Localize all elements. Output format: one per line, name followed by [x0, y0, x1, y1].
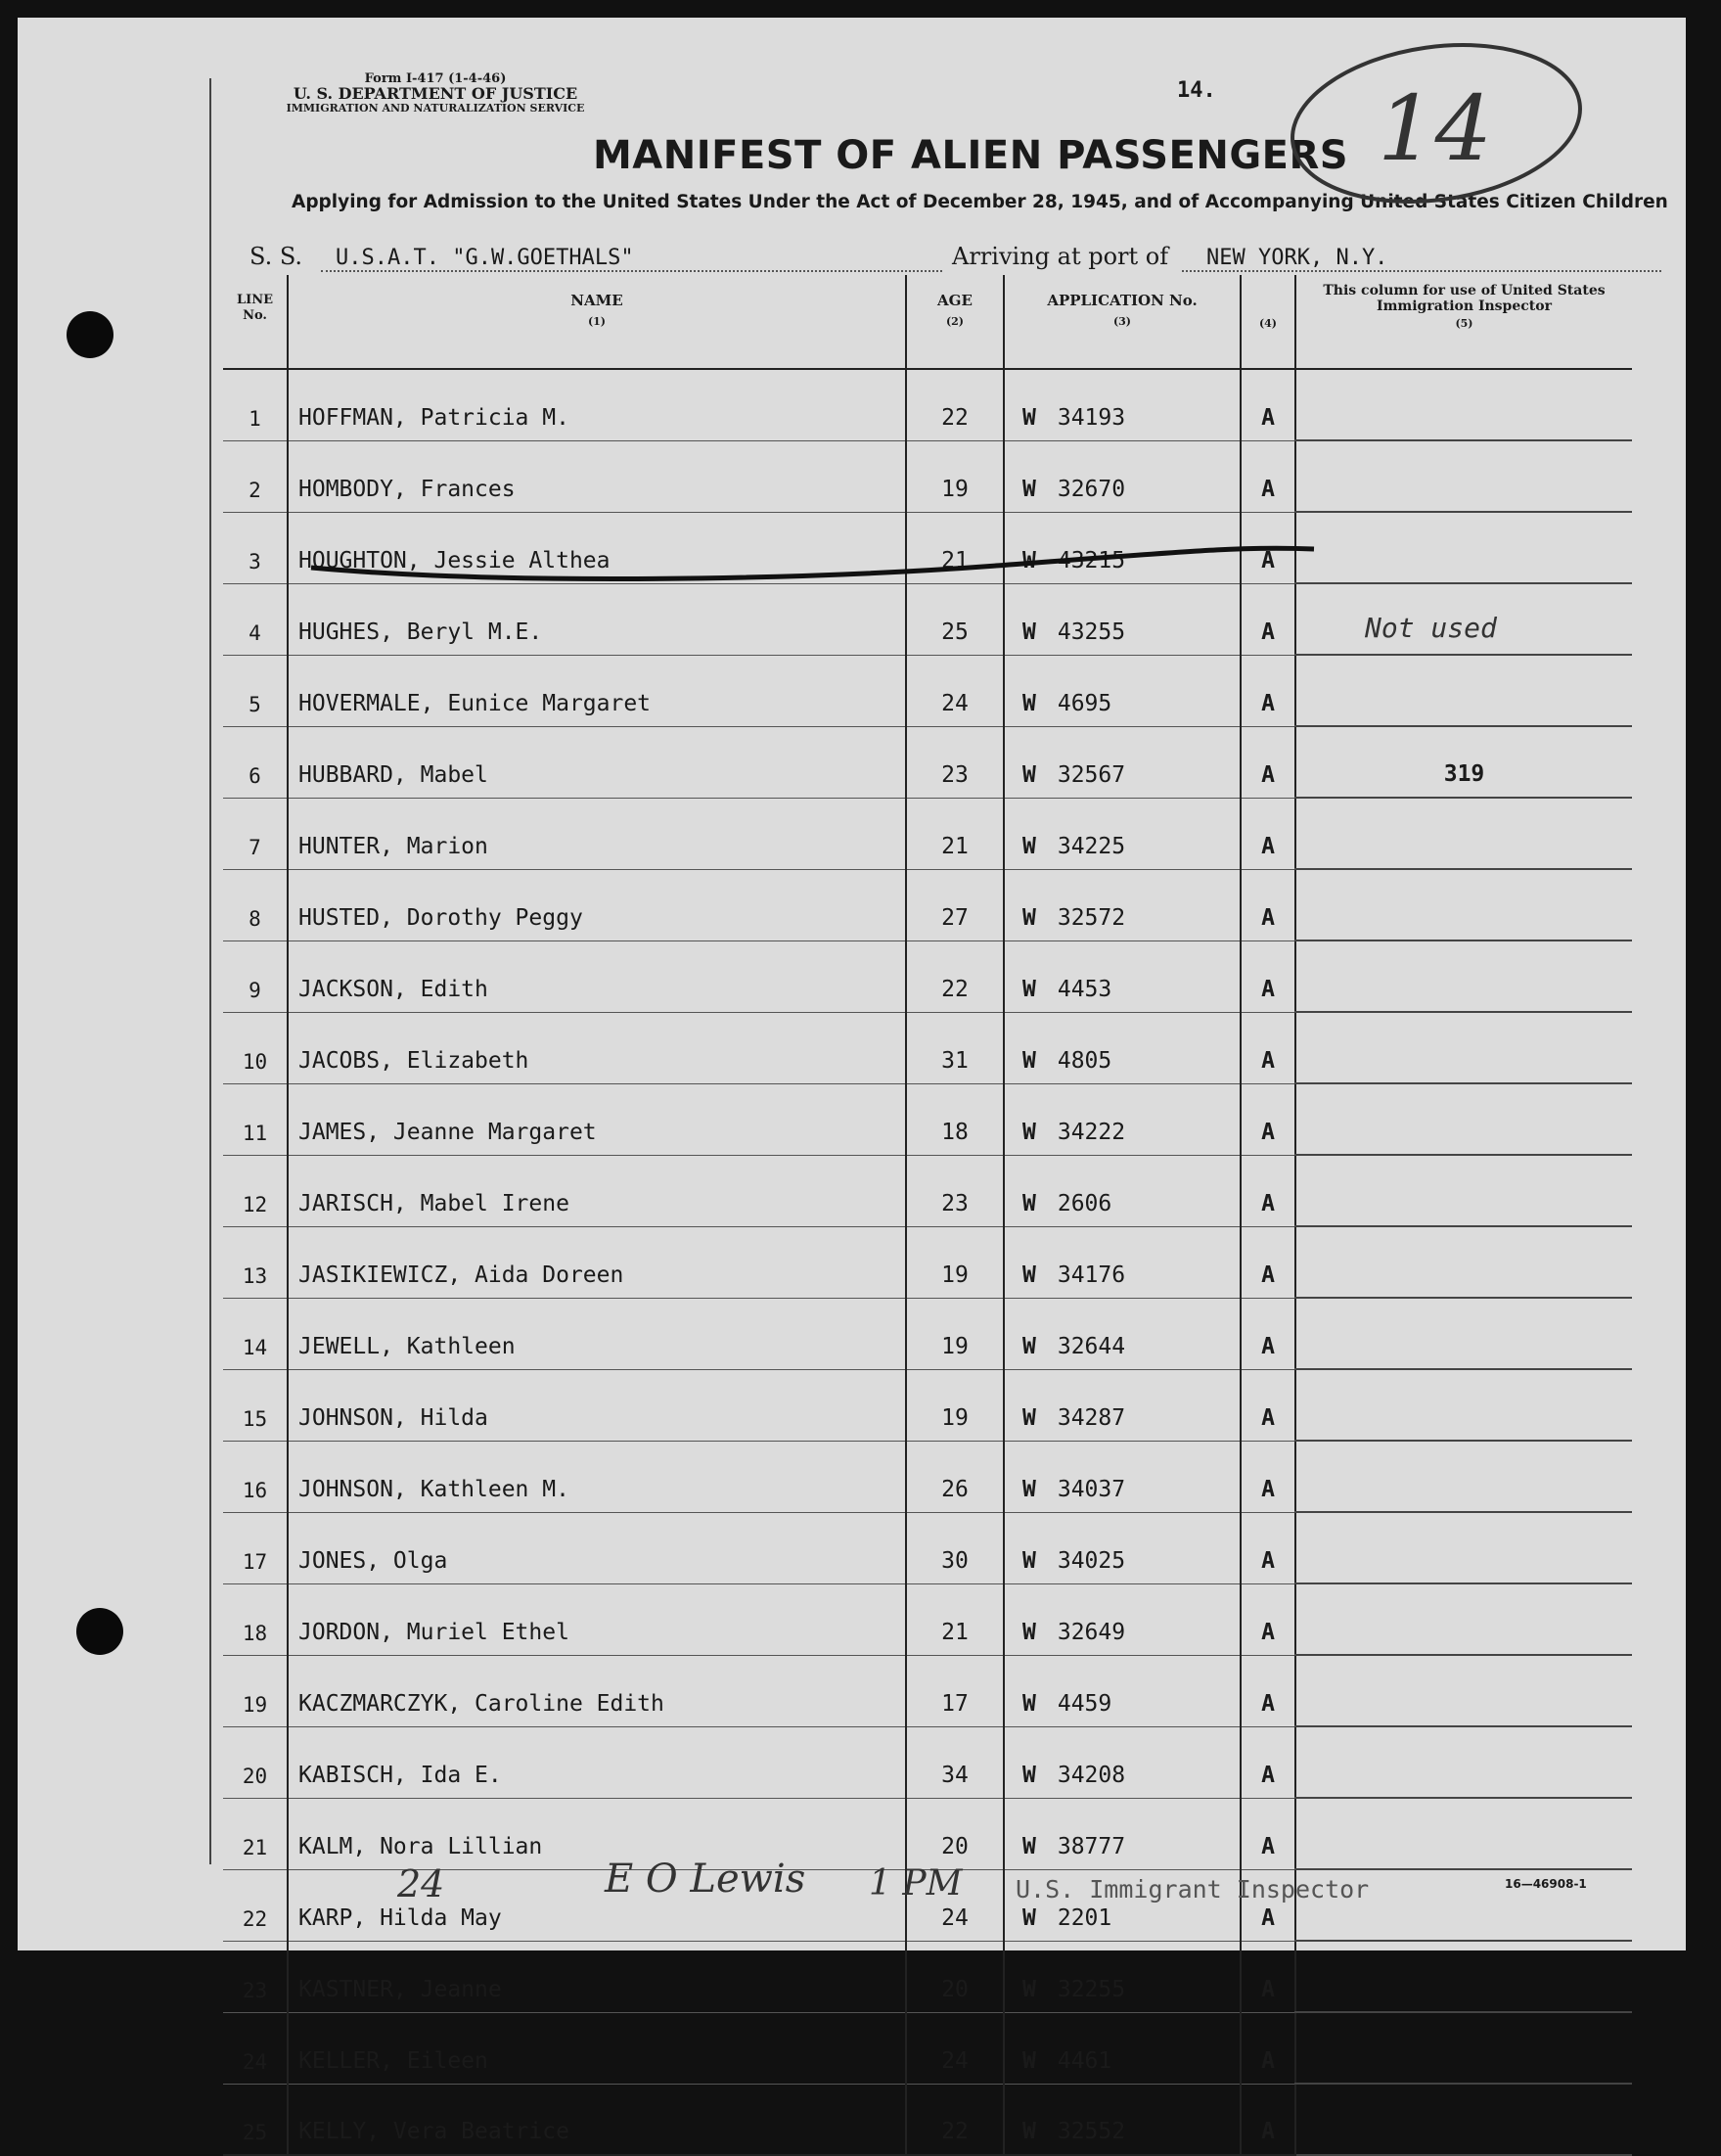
line-number: 4 — [223, 583, 288, 655]
passenger-name-text: HUGHES, Beryl M.E. — [298, 619, 543, 645]
application-prefix: W — [1022, 1619, 1036, 1645]
passenger-age: 30 — [906, 1512, 1004, 1583]
column-4-code: A — [1241, 1726, 1295, 1798]
column-4-code: A — [1241, 940, 1295, 1012]
line-number: 10 — [223, 1012, 288, 1083]
application-prefix: W — [1022, 619, 1036, 645]
handwritten-count: 24 — [397, 1862, 445, 1905]
passenger-age: 25 — [906, 583, 1004, 655]
application-value: 4453 — [1057, 976, 1112, 1002]
passenger-age: 31 — [906, 1012, 1004, 1083]
application-value: 34225 — [1057, 833, 1126, 859]
passenger-name-text: HUSTED, Dorothy Peggy — [298, 904, 583, 931]
application-prefix: W — [1022, 1547, 1036, 1574]
passenger-name-text: HOUGHTON, Jessie Althea — [298, 547, 611, 573]
column-4-code: A — [1241, 1941, 1295, 2012]
passenger-age: 21 — [906, 512, 1004, 583]
inspector-note: Not used — [1295, 583, 1632, 655]
line-number: 5 — [223, 655, 288, 726]
column-4-code: A — [1241, 1869, 1295, 1941]
application-prefix: W — [1022, 1261, 1036, 1288]
col-header-inspector-number: (5) — [1455, 317, 1473, 330]
line-number: 16 — [223, 1441, 288, 1512]
application-prefix: W — [1022, 1690, 1036, 1717]
table-row — [223, 1941, 1632, 2012]
application-prefix: W — [1022, 1762, 1036, 1788]
passenger-name-text: HOMBODY, Frances — [298, 476, 516, 502]
passenger-age: 24 — [906, 655, 1004, 726]
application-number — [1004, 2012, 1241, 2084]
passenger-name-text: KACZMARCZYK, Caroline Edith — [298, 1690, 664, 1717]
column-4-code: A — [1241, 1583, 1295, 1655]
passenger-name-text: JACKSON, Edith — [298, 976, 488, 1002]
passenger-name — [288, 1941, 906, 2012]
application-value: 43215 — [1057, 547, 1126, 573]
column-4-code: A — [1241, 2084, 1295, 2155]
application-prefix: W — [1022, 1476, 1036, 1502]
page-title: MANIFEST OF ALIEN PASSENGERS — [593, 133, 1349, 178]
ship-name: U.S.A.T. "G.W.GOETHALS" — [336, 246, 634, 270]
application-number — [1004, 1941, 1241, 2012]
passenger-name-text: HOFFMAN, Patricia M. — [298, 404, 569, 431]
signature-time: 1 PM — [869, 1863, 963, 1904]
department-name: U. S. DEPARTMENT OF JUSTICE — [293, 84, 578, 103]
passenger-name-text: JASIKIEWICZ, Aida Doreen — [298, 1261, 624, 1288]
passenger-name-text: JEWELL, Kathleen — [298, 1333, 516, 1359]
application-value: 4695 — [1057, 690, 1112, 716]
inspector-note: 319 — [1295, 726, 1632, 798]
handwriting-overlay — [18, 18, 1686, 1950]
passenger-name — [288, 2012, 906, 2084]
application-value: 32644 — [1057, 1333, 1126, 1359]
application-value: 34208 — [1057, 1762, 1126, 1788]
line-number: 19 — [223, 1655, 288, 1726]
col-header-application-number: (3) — [1112, 315, 1132, 328]
application-prefix: W — [1022, 1333, 1036, 1359]
column-4-code: A — [1241, 1012, 1295, 1083]
passenger-name-text: JARISCH, Mabel Irene — [298, 1190, 569, 1216]
page-number: 14. — [1177, 78, 1216, 103]
line-number: 18 — [223, 1583, 288, 1655]
passenger-age: 19 — [906, 1298, 1004, 1369]
col-header-age-number: (2) — [945, 315, 965, 328]
passenger-name-text: KARP, Hilda May — [298, 1904, 502, 1931]
line-number: 12 — [223, 1155, 288, 1226]
application-value: 34222 — [1057, 1119, 1126, 1145]
passenger-age: 34 — [906, 1726, 1004, 1798]
line-number: 11 — [223, 1083, 288, 1155]
inspector-signature: E O Lewis — [605, 1857, 806, 1902]
column-4-code: A — [1241, 1083, 1295, 1155]
application-value: 4805 — [1057, 1047, 1112, 1074]
application-value: 32567 — [1057, 761, 1126, 788]
application-number — [1004, 2084, 1241, 2155]
col-header-line: LINE No. — [223, 275, 288, 369]
application-prefix: W — [1022, 1904, 1036, 1931]
application-value: 34176 — [1057, 1261, 1126, 1288]
form-code: 16—46908-1 — [1505, 1877, 1587, 1891]
column-4-code: A — [1241, 1512, 1295, 1583]
passenger-name-text: JOHNSON, Hilda — [298, 1404, 488, 1431]
line-number: 23 — [223, 1941, 288, 2012]
column-4-code: A — [1241, 869, 1295, 940]
column-4-code: A — [1241, 1655, 1295, 1726]
passenger-name-text: KABISCH, Ida E. — [298, 1762, 502, 1788]
application-value: 43255 — [1057, 619, 1126, 645]
application-value: 32255 — [1057, 1976, 1126, 2002]
passenger-name-text: KELLER, Eileen — [298, 2047, 488, 2074]
passenger-age: 23 — [906, 1155, 1004, 1226]
column-4-code: A — [1241, 1369, 1295, 1441]
passenger-age: 21 — [906, 798, 1004, 869]
line-number: 9 — [223, 940, 288, 1012]
application-value: 34037 — [1057, 1476, 1126, 1502]
col-header-application-label: APPLICATION No. — [1047, 292, 1198, 309]
col-header-name-number: (1) — [587, 315, 607, 328]
column-4-code: A — [1241, 512, 1295, 583]
col-header-name-label: NAME — [570, 292, 623, 309]
application-prefix: W — [1022, 1833, 1036, 1859]
application-value: 4461 — [1057, 2047, 1112, 2074]
passenger-name-text: JACOBS, Elizabeth — [298, 1047, 529, 1074]
application-value: 32572 — [1057, 904, 1126, 931]
column-4-code: A — [1241, 440, 1295, 512]
passenger-age: 20 — [906, 1798, 1004, 1869]
port-label: Arriving at port of — [952, 243, 1169, 270]
passenger-age: 27 — [906, 869, 1004, 940]
passenger-name-text: KASTNER, Jeanne — [298, 1976, 502, 2002]
application-value: 38777 — [1057, 1833, 1126, 1859]
column-4-code: A — [1241, 1155, 1295, 1226]
line-number: 21 — [223, 1798, 288, 1869]
application-prefix: W — [1022, 761, 1036, 788]
manifest-page — [18, 18, 1686, 2144]
line-number: 24 — [223, 2012, 288, 2084]
line-number: 6 — [223, 726, 288, 798]
table-row — [223, 2084, 1632, 2155]
page-subtitle: Applying for Admission to the United States Under the Act of December 28, 1945, and of Accompanying United States Citizen Children — [292, 192, 1668, 212]
application-value: 32649 — [1057, 1619, 1126, 1645]
passenger-name-text: KALM, Nora Lillian — [298, 1833, 543, 1859]
column-4-code: A — [1241, 1798, 1295, 1869]
line-number: 25 — [223, 2084, 288, 2155]
line-number: 3 — [223, 512, 288, 583]
passenger-name-text: JAMES, Jeanne Margaret — [298, 1119, 597, 1145]
passenger-age: 19 — [906, 1369, 1004, 1441]
passenger-age: 20 — [906, 1941, 1004, 2012]
application-prefix: W — [1022, 976, 1036, 1002]
line-number: 15 — [223, 1369, 288, 1441]
service-name: IMMIGRATION AND NATURALIZATION SERVICE — [286, 102, 585, 115]
passenger-name-text: JOHNSON, Kathleen M. — [298, 1476, 569, 1502]
line-number: 1 — [223, 369, 288, 440]
passenger-age: 19 — [906, 440, 1004, 512]
application-prefix: W — [1022, 1047, 1036, 1074]
form-number: Form I-417 (1-4-46) — [364, 71, 507, 86]
application-prefix: W — [1022, 1976, 1036, 2002]
application-prefix: W — [1022, 690, 1036, 716]
passenger-name — [288, 2084, 906, 2155]
passenger-name-text: HOVERMALE, Eunice Margaret — [298, 690, 652, 716]
ship-prefix: S. S. — [249, 243, 303, 270]
column-4-code: A — [1241, 2012, 1295, 2084]
passenger-name-text: JONES, Olga — [298, 1547, 448, 1574]
line-number: 14 — [223, 1298, 288, 1369]
col-header-age-label: AGE — [937, 292, 973, 309]
inspector-note — [1295, 1941, 1632, 2012]
passenger-name-text: KELLY, Vera Beatrice — [298, 2119, 569, 2144]
table-row — [223, 2012, 1632, 2084]
application-prefix: W — [1022, 547, 1036, 573]
line-number: 2 — [223, 440, 288, 512]
passenger-age: 22 — [906, 2084, 1004, 2155]
column-4-code: A — [1241, 369, 1295, 440]
passenger-age: 22 — [906, 940, 1004, 1012]
passenger-age: 26 — [906, 1441, 1004, 1512]
application-value: 4459 — [1057, 1690, 1112, 1717]
line-number: 17 — [223, 1512, 288, 1583]
circled-page-number: 14 — [1378, 76, 1493, 181]
application-prefix: W — [1022, 2047, 1036, 2074]
column-4-code: A — [1241, 1226, 1295, 1298]
application-prefix: W — [1022, 904, 1036, 931]
application-prefix: W — [1022, 833, 1036, 859]
column-4-code: A — [1241, 655, 1295, 726]
line-number: 13 — [223, 1226, 288, 1298]
passenger-age: 19 — [906, 1226, 1004, 1298]
passenger-age: 22 — [906, 369, 1004, 440]
column-4-code: A — [1241, 1441, 1295, 1512]
application-prefix: W — [1022, 2119, 1036, 2144]
line-number: 7 — [223, 798, 288, 869]
application-prefix: W — [1022, 404, 1036, 431]
col-header-4-label: (4) — [1258, 317, 1278, 330]
line-number: 22 — [223, 1869, 288, 1941]
application-prefix: W — [1022, 1190, 1036, 1216]
passenger-age: 18 — [906, 1083, 1004, 1155]
application-value: 34287 — [1057, 1404, 1126, 1431]
passenger-name-text: HUNTER, Marion — [298, 833, 488, 859]
column-4-code: A — [1241, 726, 1295, 798]
passenger-age: 17 — [906, 1655, 1004, 1726]
column-4-code: A — [1241, 798, 1295, 869]
line-number: 8 — [223, 869, 288, 940]
inspector-note — [1295, 2012, 1632, 2084]
passenger-name-text: JORDON, Muriel Ethel — [298, 1619, 569, 1645]
port-name: NEW YORK, N.Y. — [1206, 246, 1388, 270]
application-value: 32670 — [1057, 476, 1126, 502]
inspector-note — [1295, 2084, 1632, 2155]
application-value: 34025 — [1057, 1547, 1126, 1574]
col-header-inspector-label: This column for use of United States Immigration Inspector — [1323, 283, 1606, 314]
passenger-age: 23 — [906, 726, 1004, 798]
passenger-age: 24 — [906, 2012, 1004, 2084]
application-value: 32552 — [1057, 2119, 1126, 2144]
application-value: 2201 — [1057, 1904, 1112, 1931]
passenger-age: 21 — [906, 1583, 1004, 1655]
column-4-code: A — [1241, 1298, 1295, 1369]
application-value: 34193 — [1057, 404, 1126, 431]
line-number: 20 — [223, 1726, 288, 1798]
passenger-age: 24 — [906, 1869, 1004, 1941]
strike-through-line — [311, 548, 1314, 578]
application-prefix: W — [1022, 476, 1036, 502]
application-value: 2606 — [1057, 1190, 1112, 1216]
inspector-title: U.S. Immigrant Inspector — [1016, 1875, 1370, 1904]
column-4-code: A — [1241, 583, 1295, 655]
application-prefix: W — [1022, 1119, 1036, 1145]
passenger-name-text: HUBBARD, Mabel — [298, 761, 488, 788]
application-prefix: W — [1022, 1404, 1036, 1431]
